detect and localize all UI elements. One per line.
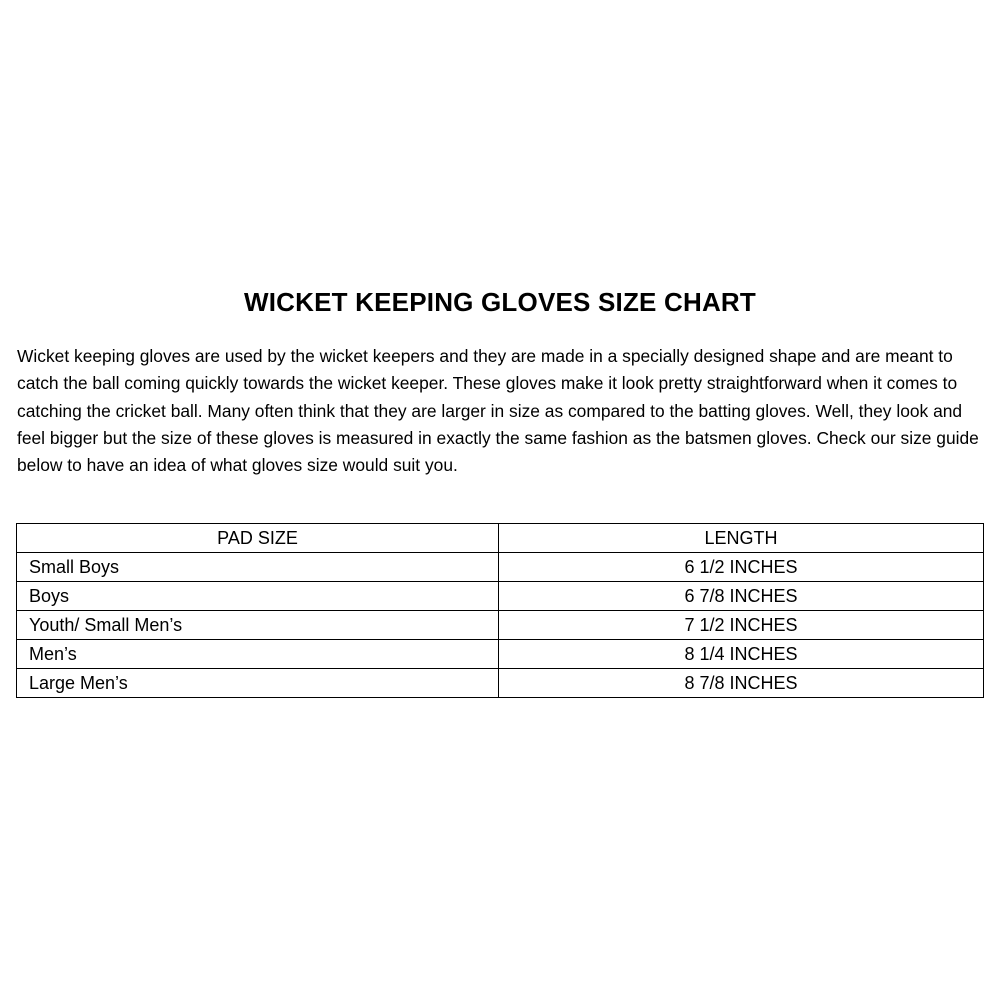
table-row: [17, 582, 984, 611]
column-header-pad-size: PAD SIZE: [17, 524, 499, 553]
page-title: WICKET KEEPING GLOVES SIZE CHART: [244, 287, 756, 317]
size-cell: Boys: [17, 582, 499, 611]
intro-paragraph: Wicket keeping gloves are used by the wicket keepers and they are made in a specially designed shape and are meant to catch the ball coming quickly towards the wicket keeper. These gloves make it look pretty straightforward when it comes to catching the cricket ball. Many often think that they are larger in size as compared to the batting gloves. Well, they look and feel bigger but the size of these gloves is measured in exactly the same fashion as the batsmen gloves. Check our size guide below to have an idea of what gloves size would suit you.: [17, 346, 979, 476]
length-cell: 6 7/8 INCHES: [499, 582, 984, 611]
size-cell: Youth/ Small Men’s: [17, 611, 499, 640]
column-header-length: LENGTH: [499, 524, 984, 553]
table-header-row: [17, 524, 984, 553]
table-row: [17, 669, 984, 698]
table-row: [17, 553, 984, 582]
size-cell: Large Men’s: [17, 669, 499, 698]
table-row: [17, 611, 984, 640]
length-cell: 6 1/2 INCHES: [499, 553, 984, 582]
size-table: [16, 523, 984, 698]
length-cell: 8 1/4 INCHES: [499, 640, 984, 669]
length-cell: 8 7/8 INCHES: [499, 669, 984, 698]
table-row: [17, 640, 984, 669]
length-cell: 7 1/2 INCHES: [499, 611, 984, 640]
size-cell: Men’s: [17, 640, 499, 669]
size-cell: Small Boys: [17, 553, 499, 582]
